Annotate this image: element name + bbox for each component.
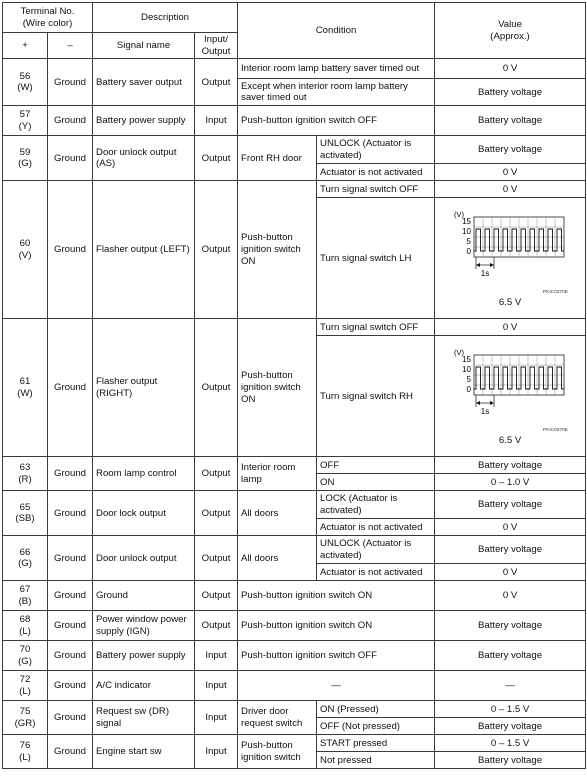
- condition: Interior room lamp: [238, 457, 317, 491]
- condition: Interior room lamp battery saver timed out: [238, 59, 435, 79]
- sub-condition: UNLOCK (Actuator is activated): [317, 136, 435, 164]
- value: Battery voltage: [435, 136, 586, 164]
- value: 0 V: [435, 164, 586, 181]
- input-output: Output: [195, 491, 238, 536]
- sub-condition: Not pressed: [317, 752, 435, 769]
- sub-condition: ON: [317, 474, 435, 491]
- terminal-number: 76 (L): [3, 735, 48, 769]
- waveform-unit-label: (V): [454, 347, 465, 357]
- ground-terminal: Ground: [48, 581, 93, 611]
- sub-condition: UNLOCK (Actuator is activated): [317, 536, 435, 564]
- waveform-tick-label: 15: [462, 216, 472, 226]
- value: 0 – 1.5 V: [435, 735, 586, 752]
- signal-name: Request sw (DR) signal: [93, 701, 195, 735]
- value: Battery voltage: [435, 718, 586, 735]
- condition: Except when interior room lamp battery saver timed out: [238, 79, 435, 106]
- header-signal-name: Signal name: [93, 33, 195, 59]
- waveform-tick-label: 10: [462, 226, 472, 236]
- condition: Push-button ignition switch ON: [238, 611, 435, 641]
- condition: All doors: [238, 536, 317, 581]
- ground-terminal: Ground: [48, 735, 93, 769]
- input-output: Input: [195, 735, 238, 769]
- input-output: Output: [195, 581, 238, 611]
- signal-name: Door unlock output: [93, 536, 195, 581]
- condition: All doors: [238, 491, 317, 536]
- terminal-number: 59 (G): [3, 136, 48, 181]
- condition: Push-button ignition switch ON: [238, 181, 317, 319]
- condition: Front RH door: [238, 136, 317, 181]
- input-output: Output: [195, 611, 238, 641]
- signal-name: Room lamp control: [93, 457, 195, 491]
- condition: Push-button ignition switch OFF: [238, 106, 435, 136]
- sub-condition: OFF: [317, 457, 435, 474]
- condition: Push-button ignition switch OFF: [238, 641, 435, 671]
- condition: Push-button ignition switch: [238, 735, 317, 769]
- input-output: Input: [195, 641, 238, 671]
- flasher-waveform-left: [450, 209, 570, 295]
- arrow-right-icon: [490, 401, 494, 405]
- input-output: Input: [195, 701, 238, 735]
- terminal-number: 75 (GR): [3, 701, 48, 735]
- sub-condition: START pressed: [317, 735, 435, 752]
- value: 0 V: [435, 59, 586, 79]
- sub-condition: Actuator is not activated: [317, 564, 435, 581]
- sub-condition: Actuator is not activated: [317, 164, 435, 181]
- flasher-waveform-right: [450, 347, 570, 433]
- ground-terminal: Ground: [48, 671, 93, 701]
- sub-condition: LOCK (Actuator is activated): [317, 491, 435, 519]
- input-output: Output: [195, 136, 238, 181]
- sub-condition: ON (Pressed): [317, 701, 435, 718]
- sub-condition: Actuator is not activated: [317, 519, 435, 536]
- figure-code: PKIC0370E: [542, 427, 569, 433]
- ground-terminal: Ground: [48, 536, 93, 581]
- header-description: Description: [93, 3, 238, 33]
- terminal-number: 72 (L): [3, 671, 48, 701]
- waveform-tick-label: 10: [462, 364, 472, 374]
- ground-terminal: Ground: [48, 641, 93, 671]
- sub-condition: Turn signal switch RH: [317, 336, 435, 457]
- value: Battery voltage: [435, 106, 586, 136]
- terminal-number: 70 (G): [3, 641, 48, 671]
- ground-terminal: Ground: [48, 136, 93, 181]
- input-output: Output: [195, 536, 238, 581]
- signal-name: Door unlock output (AS): [93, 136, 195, 181]
- waveform-cell-right: [435, 336, 586, 457]
- arrow-left-icon: [476, 263, 480, 267]
- terminal-number: 63 (R): [3, 457, 48, 491]
- signal-name: A/C indicator: [93, 671, 195, 701]
- value: 0 – 1.0 V: [435, 474, 586, 491]
- waveform-tick-label: 5: [466, 236, 472, 246]
- terminal-number: 60 (V): [3, 181, 48, 319]
- signal-name: Flasher output (RIGHT): [93, 319, 195, 457]
- ground-terminal: Ground: [48, 701, 93, 735]
- value: Battery voltage: [435, 491, 586, 519]
- ground-terminal: Ground: [48, 491, 93, 536]
- value: 0 V: [435, 181, 586, 198]
- input-output: Output: [195, 457, 238, 491]
- waveform-tick-label: 0: [466, 246, 472, 256]
- ground-terminal: Ground: [48, 181, 93, 319]
- waveform-cell-left: [435, 198, 586, 319]
- time-scale-label: 1s: [480, 406, 490, 416]
- condition: Push-button ignition switch ON: [238, 581, 435, 611]
- input-output: Input: [195, 106, 238, 136]
- waveform-tick-label: 5: [466, 374, 472, 384]
- signal-name: Battery power supply: [93, 641, 195, 671]
- value: 0 V: [435, 319, 586, 336]
- condition: —: [238, 671, 435, 701]
- waveform-unit-label: (V): [454, 209, 465, 219]
- sub-condition: OFF (Not pressed): [317, 718, 435, 735]
- signal-name: Power window power supply (IGN): [93, 611, 195, 641]
- ground-terminal: Ground: [48, 106, 93, 136]
- terminal-number: 61 (W): [3, 319, 48, 457]
- header-condition: Condition: [238, 3, 435, 59]
- condition: Driver door request switch: [238, 701, 317, 735]
- value: Battery voltage: [435, 752, 586, 769]
- sub-condition: Turn signal switch OFF: [317, 181, 435, 198]
- value: Battery voltage: [435, 611, 586, 641]
- terminal-number: 66 (G): [3, 536, 48, 581]
- signal-name: Battery power supply: [93, 106, 195, 136]
- header-minus: –: [48, 33, 93, 59]
- value: 0 V: [435, 564, 586, 581]
- signal-name: Door lock output: [93, 491, 195, 536]
- signal-name: Engine start sw: [93, 735, 195, 769]
- waveform-tick-label: 15: [462, 354, 472, 364]
- terminal-number: 67 (B): [3, 581, 48, 611]
- sub-condition: Turn signal switch LH: [317, 198, 435, 319]
- value: Battery voltage: [435, 536, 586, 564]
- input-output: Input: [195, 671, 238, 701]
- header-plus: +: [3, 33, 48, 59]
- signal-name: Ground: [93, 581, 195, 611]
- signal-name: Flasher output (LEFT): [93, 181, 195, 319]
- terminal-number: 57 (Y): [3, 106, 48, 136]
- arrow-right-icon: [490, 263, 494, 267]
- value: —: [435, 671, 586, 701]
- terminal-number: 68 (L): [3, 611, 48, 641]
- input-output: Output: [195, 181, 238, 319]
- input-output: Output: [195, 319, 238, 457]
- figure-code: PKIC0370E: [542, 289, 569, 295]
- terminal-number: 65 (SB): [3, 491, 48, 536]
- value: Battery voltage: [435, 79, 586, 106]
- value: 0 V: [435, 581, 586, 611]
- value: 0 V: [435, 519, 586, 536]
- value: Battery voltage: [435, 457, 586, 474]
- ground-terminal: Ground: [48, 457, 93, 491]
- sub-condition: Turn signal switch OFF: [317, 319, 435, 336]
- ground-terminal: Ground: [48, 319, 93, 457]
- time-scale-label: 1s: [480, 268, 490, 278]
- ground-terminal: Ground: [48, 611, 93, 641]
- arrow-left-icon: [476, 401, 480, 405]
- value: Battery voltage: [435, 641, 586, 671]
- input-output: Output: [195, 59, 238, 106]
- signal-name: Battery saver output: [93, 59, 195, 106]
- terminal-spec-table: [2, 2, 586, 769]
- condition: Push-button ignition switch ON: [238, 319, 317, 457]
- waveform-tick-label: 0: [466, 384, 472, 394]
- value: 6.5 V: [498, 296, 522, 308]
- value: 6.5 V: [498, 434, 522, 446]
- ground-terminal: Ground: [48, 59, 93, 106]
- header-terminal: Terminal No. (Wire color): [3, 3, 93, 33]
- value: 0 – 1.5 V: [435, 701, 586, 718]
- header-value: Value (Approx.): [435, 3, 586, 59]
- terminal-number: 56 (W): [3, 59, 48, 106]
- header-input-output: Input/ Output: [195, 33, 238, 59]
